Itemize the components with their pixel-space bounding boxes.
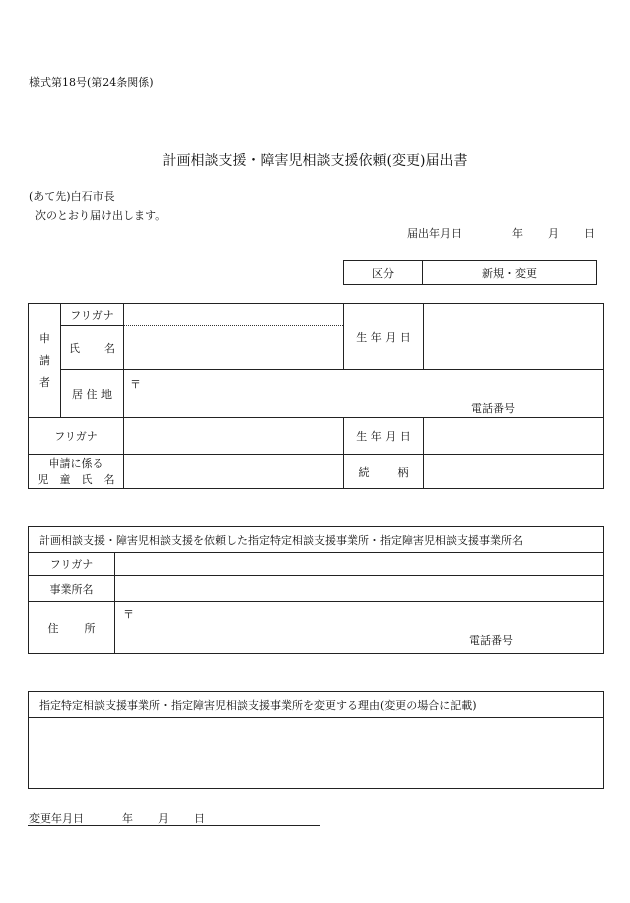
applicant-char-1: 申 bbox=[39, 331, 50, 345]
child-name-field[interactable] bbox=[124, 455, 344, 489]
applicant-address-label: 居 住 地 bbox=[61, 370, 124, 418]
reason-table bbox=[28, 691, 604, 789]
addressee: (あて先)白石市長 bbox=[29, 190, 115, 203]
applicant-name-label-a: 氏 bbox=[69, 341, 80, 355]
child-birthdate-label: 生 年 月 日 bbox=[344, 418, 424, 455]
provider-furigana-field[interactable] bbox=[115, 553, 604, 576]
applicant-name-label bbox=[61, 326, 124, 370]
submission-date-year: 年 bbox=[512, 227, 523, 240]
applicant-birthdate-label: 生 年 月 日 bbox=[344, 304, 424, 370]
provider-address-label bbox=[29, 602, 115, 654]
child-relation-label-a: 続 bbox=[358, 465, 370, 479]
child-relation-label-b: 柄 bbox=[397, 465, 409, 479]
applicant-name-field[interactable] bbox=[124, 326, 344, 370]
provider-address-field[interactable] bbox=[115, 602, 604, 654]
applicant-char-3: 者 bbox=[39, 375, 50, 389]
provider-table bbox=[28, 526, 604, 654]
form-number: 様式第18号(第24条関係) bbox=[29, 76, 154, 89]
applicant-group-label bbox=[29, 304, 61, 418]
submission-date-month: 月 bbox=[548, 227, 559, 240]
applicant-postal-mark: 〒 bbox=[130, 378, 141, 391]
applicant-char-2: 請 bbox=[39, 353, 50, 367]
intro-text: 次のとおり届け出します。 bbox=[35, 209, 167, 222]
provider-furigana-label: フリガナ bbox=[29, 553, 115, 576]
change-date-day: 日 bbox=[194, 812, 205, 825]
category-value[interactable]: 新規・変更 bbox=[423, 261, 597, 285]
change-date-underline bbox=[28, 825, 320, 826]
child-relation-label bbox=[344, 455, 424, 489]
applicant-phone-label: 電話番号 bbox=[471, 402, 515, 415]
applicant-furigana-label: フリガナ bbox=[61, 304, 124, 326]
submission-date-day: 日 bbox=[584, 227, 595, 240]
child-name-label bbox=[29, 455, 124, 489]
change-date-label: 変更年月日 bbox=[29, 812, 84, 825]
child-name-label-line1: 申請に係る bbox=[48, 456, 104, 470]
provider-office-label: 事業所名 bbox=[29, 576, 115, 602]
category-table bbox=[343, 260, 597, 285]
provider-phone-label: 電話番号 bbox=[469, 634, 513, 647]
applicant-furigana-field[interactable] bbox=[124, 304, 344, 326]
child-name-label-line2: 児 童 氏 名 bbox=[37, 472, 115, 486]
change-date-month: 月 bbox=[158, 812, 169, 825]
reason-field[interactable] bbox=[29, 718, 604, 789]
page-title: 計画相談支援・障害児相談支援依頼(変更)届出書 bbox=[162, 153, 468, 169]
provider-postal-mark: 〒 bbox=[123, 608, 134, 621]
child-relation-field[interactable] bbox=[424, 455, 604, 489]
child-furigana-label: フリガナ bbox=[29, 418, 124, 455]
provider-address-label-b: 所 bbox=[84, 621, 96, 635]
submission-date-label: 届出年月日 bbox=[407, 227, 462, 240]
provider-heading: 計画相談支援・障害児相談支援を依頼した指定特定相談支援事業所・指定障害児相談支援事業所名 bbox=[29, 527, 604, 553]
child-birthdate-field[interactable] bbox=[424, 418, 604, 455]
child-furigana-field[interactable] bbox=[124, 418, 344, 455]
change-date-year: 年 bbox=[122, 812, 133, 825]
applicant-address-field[interactable] bbox=[124, 370, 604, 418]
provider-office-field[interactable] bbox=[115, 576, 604, 602]
category-label: 区分 bbox=[344, 261, 423, 285]
applicant-birthdate-field[interactable] bbox=[424, 304, 604, 370]
applicant-name-label-b: 名 bbox=[104, 341, 115, 355]
provider-address-label-a: 住 bbox=[47, 621, 59, 635]
reason-heading: 指定特定相談支援事業所・指定障害児相談支援事業所を変更する理由(変更の場合に記載) bbox=[29, 692, 604, 718]
applicant-table bbox=[28, 303, 604, 489]
